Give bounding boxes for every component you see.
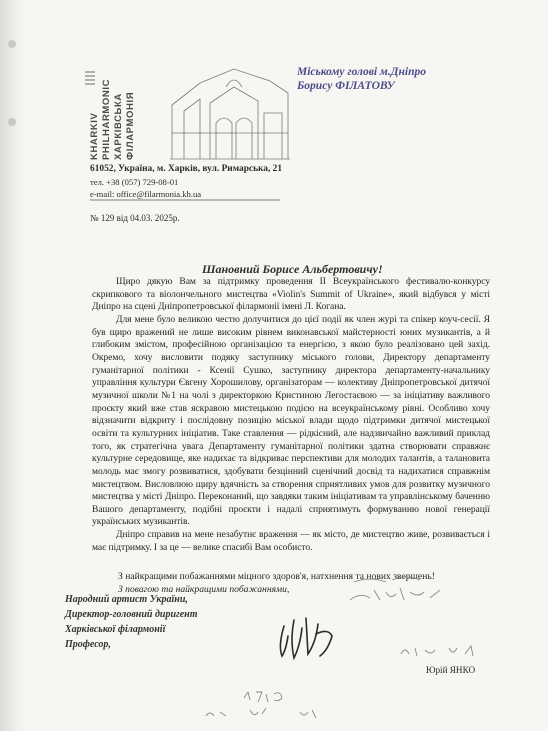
punch-hole (8, 40, 16, 48)
building-illustration (170, 63, 290, 161)
signatory-title-line: Харківської філармонії (65, 624, 166, 635)
signatory-title-block (65, 592, 198, 652)
signatory-title-line: Професор, (65, 639, 111, 650)
letter-body (92, 276, 490, 554)
pencil-incoming-date-mark (200, 688, 340, 722)
addressee-line1: Міському голові м.Дніпро (297, 66, 426, 78)
closing-wishes: З найкращими побажаннями міцного здоров'я, натхнення та нових звершень! (118, 571, 435, 582)
logo-text-filarmonia: ФІЛАРМОНІЯ (125, 91, 136, 160)
signatory-title-line: Народний артист України, (65, 594, 188, 605)
logo-text-kharkiv: KHARKIV (89, 112, 100, 160)
letterhead-address: 61052, Україна, м. Харків, вул. Римарська, 21 (90, 164, 283, 174)
body-paragraph: Для мене було великою честю долучитися до цієї події як член журі та спікер коуч-сесії. Я був щиро вражений не лише високим рівнем виконавської майстерності юних музикантів, а й глибоким змістом, професійною організацією та енергією, з якою було реалізовано цей захід. Окремо, хочу висловити подяку заступнику міського голови, Директору департаменту гуманітарної політики - Ксенії Сушко, заступнику директора департаменту-начальнику управління культури Євгену Хорошилову, організаторам — колективу Дніпропетровської дитячої музичної школи №1 на чолі з директоркою Кристиною Легостаєвою — за ініціативу важливого проєкту який вже став яскравою мистецькою подією на всеукраїнському рівні. Особливо хочу відзначити відкриту і послідовну позицію міської влади щодо підтримки дитячої мистецької освіти та культурних ініціатив. Таке ставлення — рідкісний, але надзвичайно важливий приклад того, як стратегічна увага Департаменту гуманітарної політики здатна створювати справжнє культурне середовище, яке надихає та відкриває перспективи для молодих талантів, а талановита молодь має змогу розвиватися, здобувати безцінний сценічний досвід та надихатися справжнім мистецтвом. Висловлюю щиру вдячність за створення сприятливих умов для розвитку музичного мистецтва у місті Дніпро. Переконаний, що завдяки таким ініціативам та управлінському баченню Вашого департаменту, подібні проєкти і надалі сприятимуть формуванню нової генерації українських музикантів. (92, 313, 490, 528)
closing-regards: З повагою та найкращими побажаннями, (118, 584, 290, 595)
signatory-title-line: Директор-головний диригент (65, 609, 198, 620)
registration-number: № 129 від 04.03. 2025р. (90, 213, 180, 223)
page-binding-edge (0, 0, 26, 731)
logo-text-philharmonic: PHILHARMONIC (101, 78, 112, 160)
addressee-line2: Борису ФІЛАТОВУ (297, 80, 395, 92)
signatory-name: Юрій ЯНКО (426, 665, 476, 675)
handwritten-signature (272, 606, 342, 664)
punch-hole (8, 118, 16, 126)
salutation: Шановний Борисе Альбертовичу! (202, 262, 383, 276)
letterhead-email: e-mail: office@filarmonia.kh.ua (90, 189, 202, 199)
pencil-registration-mark (340, 570, 455, 610)
body-paragraph: Дніпро справив на мене незабутнє враження — як місто, де мистецтво живе, розвивається і має підтримку. І за це — велике спасибі Вам особисто. (92, 529, 490, 553)
body-paragraph: Щиро дякую Вам за підтримку проведення II Всеукраїнського фестивалю-конкурсу скрипкового та віолончельного мистецтва «Violin's Summit of Ukraine», який відбувся у місті Дніпро на сцені Дніпропетровської філармонії імені Л. Когана. (92, 276, 490, 313)
pencil-date-mark (395, 640, 495, 662)
logo-text-kharkivska: ХАРКІВСЬКА (113, 93, 124, 160)
letterhead-rule (90, 199, 280, 202)
letterhead-phone: тел. +38 (057) 729-08-01 (90, 177, 179, 187)
